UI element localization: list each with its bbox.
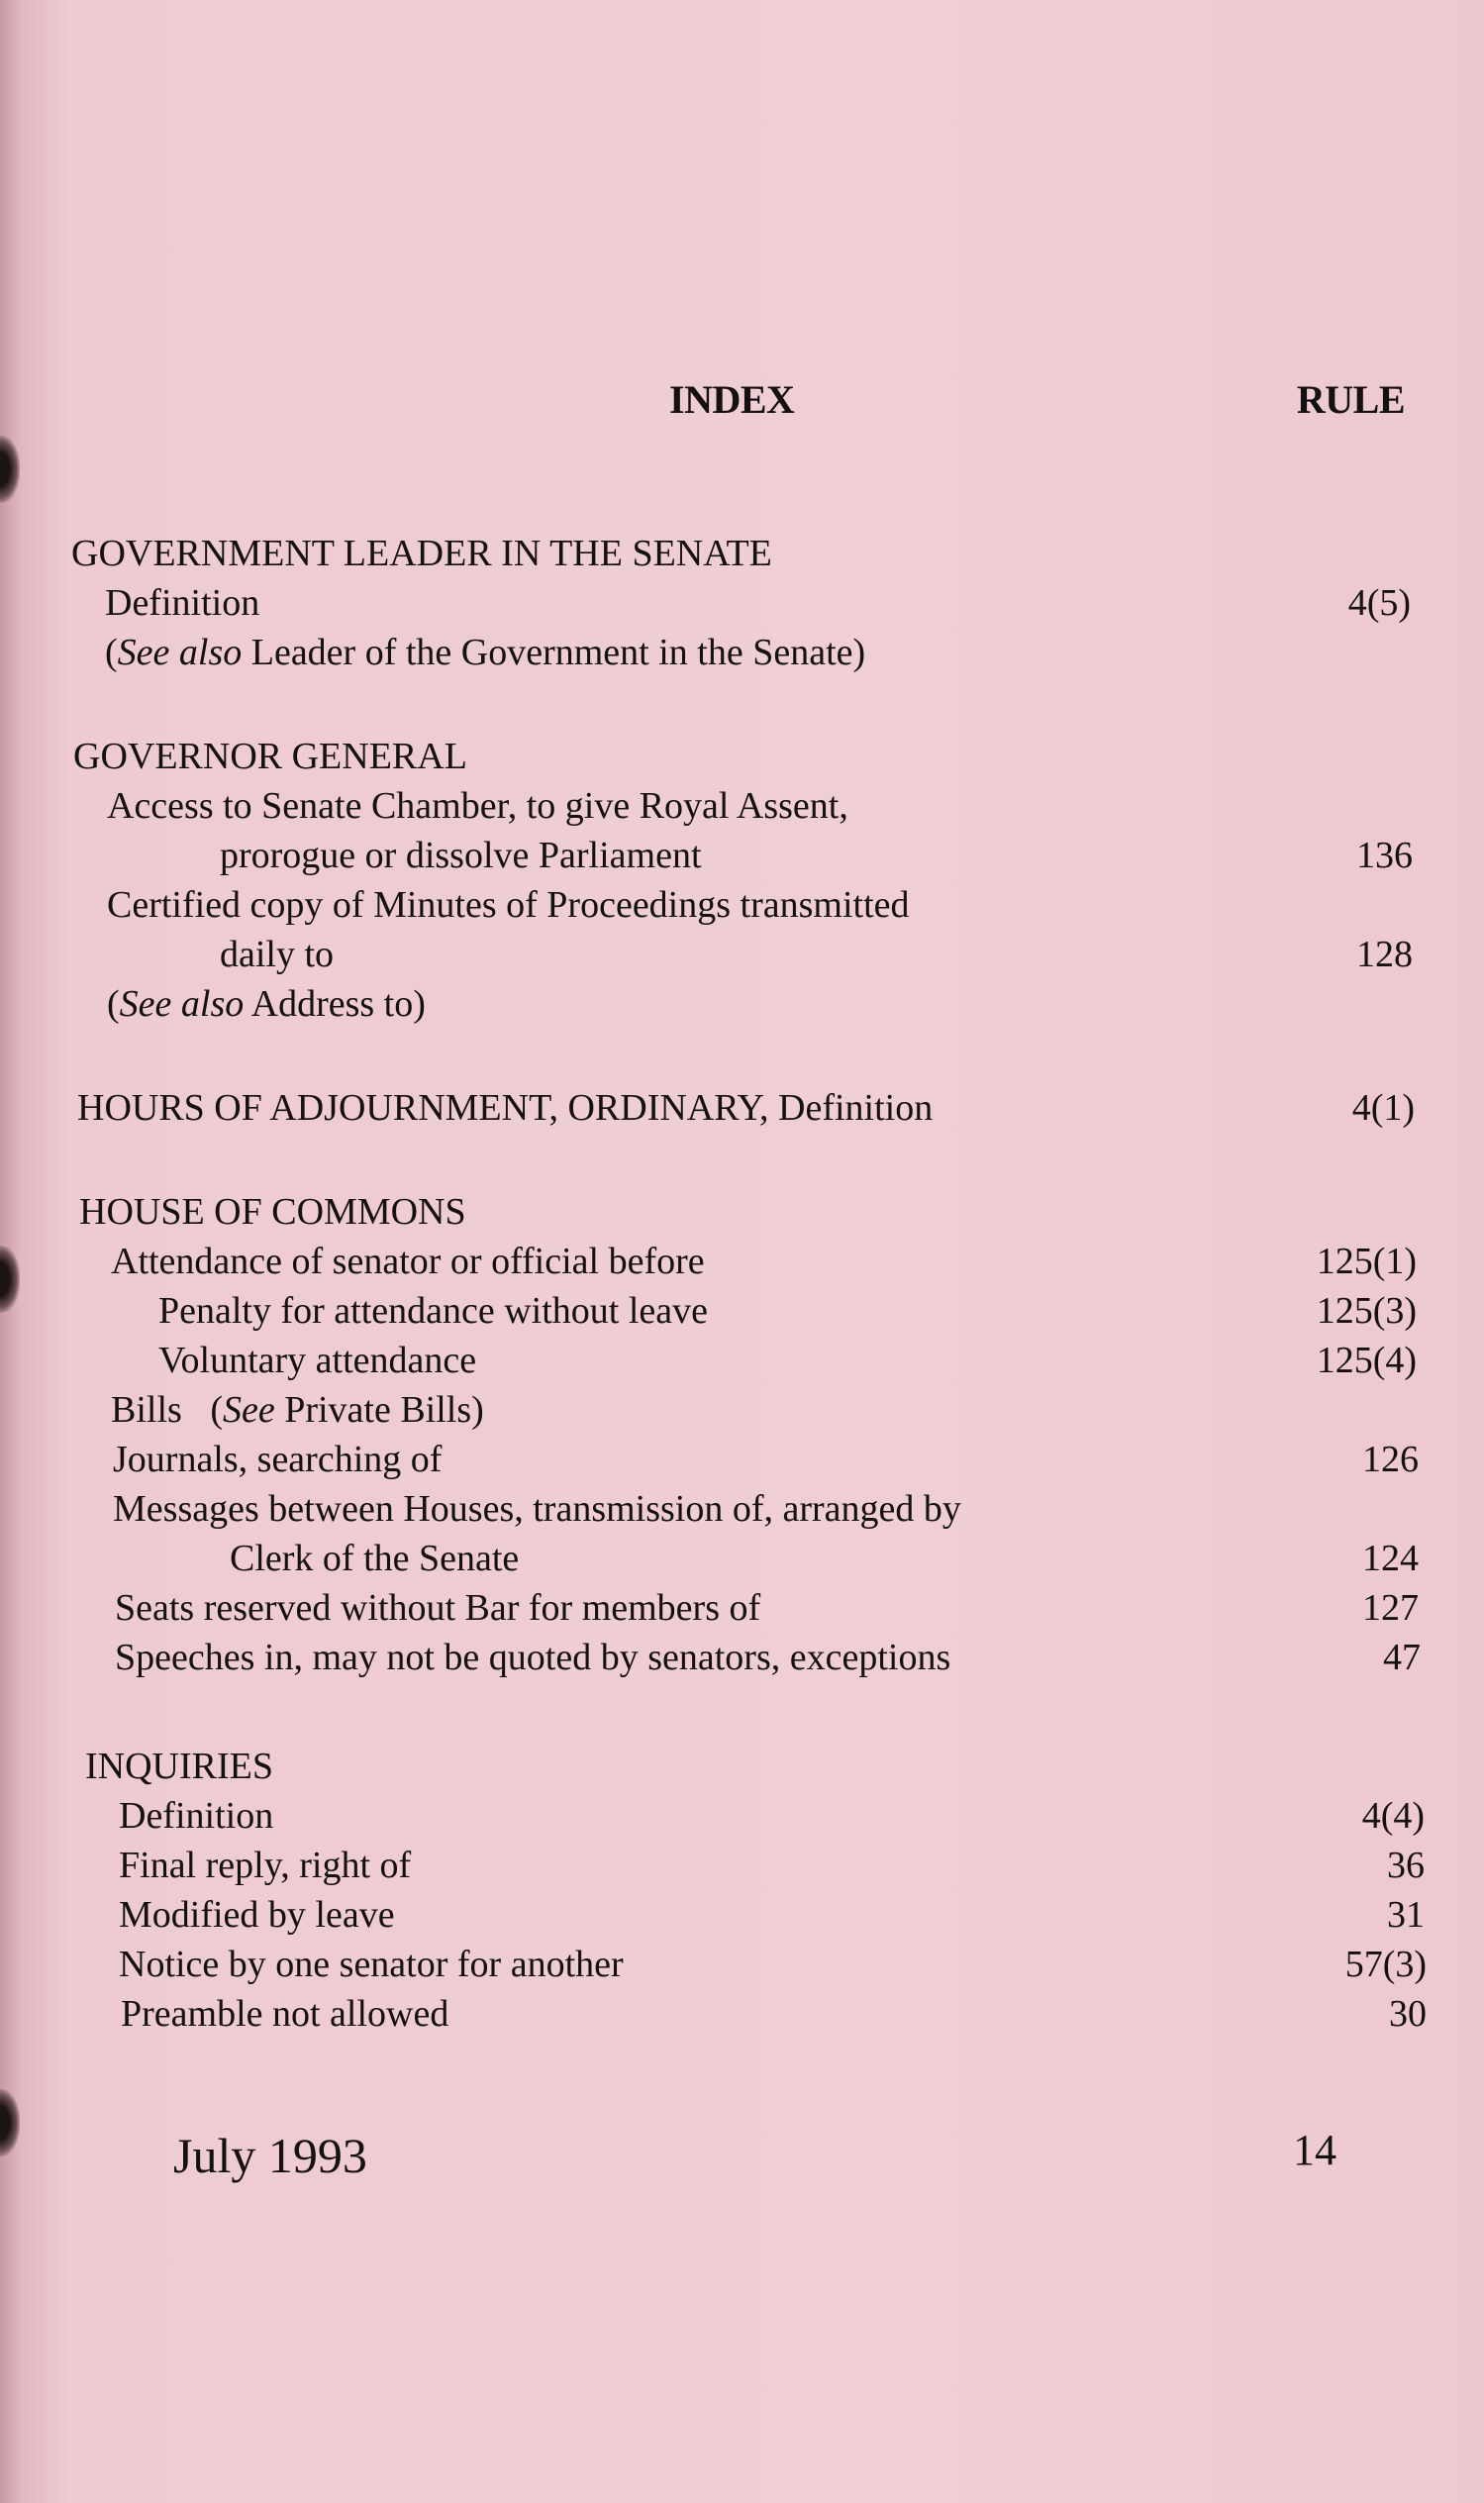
see-also-entry: (See also Leader of the Government in the Senate) xyxy=(105,632,866,673)
see-also-entry: (See also Address to) xyxy=(107,983,426,1025)
rule-ref: 31 xyxy=(1387,1894,1425,1936)
binding-hole xyxy=(0,1246,20,1313)
see-also-target: Address to) xyxy=(244,983,426,1025)
entry-continuation: prorogue or dissolve Parliament xyxy=(220,835,702,876)
binding-hole xyxy=(0,436,20,503)
entry-text: Notice by one senator for another xyxy=(119,1944,624,1985)
rule-ref: 125(3) xyxy=(1316,1290,1417,1332)
entry-text: Definition xyxy=(119,1795,274,1837)
see-label: See xyxy=(222,1389,275,1431)
rule-ref: 125(4) xyxy=(1316,1340,1417,1381)
rule-ref: 125(1) xyxy=(1316,1241,1417,1282)
section-heading: GOVERNMENT LEADER IN THE SENATE xyxy=(71,533,772,574)
entry-text: Speeches in, may not be quoted by senators, exceptions xyxy=(115,1637,951,1678)
entry-text: Messages between Houses, transmission of, arranged by xyxy=(113,1488,961,1530)
entry-text: Seats reserved without Bar for members of xyxy=(115,1587,761,1629)
see-target: Private Bills) xyxy=(274,1389,484,1431)
section-heading: INQUIRIES xyxy=(85,1746,273,1787)
rule-ref: 36 xyxy=(1387,1845,1425,1886)
entry-text: Voluntary attendance xyxy=(158,1340,477,1381)
index-title: INDEX xyxy=(669,377,795,422)
rule-column-label: RULE xyxy=(1296,377,1405,422)
rule-ref: 128 xyxy=(1356,934,1413,975)
entry-text: Modified by leave xyxy=(119,1894,395,1936)
section-heading: HOUSE OF COMMONS xyxy=(79,1191,466,1233)
rule-ref: 4(1) xyxy=(1351,1087,1415,1129)
rule-ref: 4(5) xyxy=(1347,582,1411,624)
section-heading: HOURS OF ADJOURNMENT, ORDINARY, Definition xyxy=(77,1087,934,1129)
entry-text: Final reply, right of xyxy=(119,1845,412,1886)
rule-ref: 127 xyxy=(1362,1587,1419,1629)
rule-ref: 47 xyxy=(1383,1637,1421,1678)
entry-text: Access to Senate Chamber, to give Royal Assent, xyxy=(107,785,848,827)
page-number: 14 xyxy=(1293,2126,1336,2174)
entry-continuation: daily to xyxy=(220,934,335,975)
index-header xyxy=(0,376,1484,436)
rule-ref: 126 xyxy=(1362,1439,1419,1480)
rule-ref: 30 xyxy=(1389,1993,1427,2035)
rule-ref: 136 xyxy=(1356,835,1413,876)
see-entry: Bills (See Private Bills) xyxy=(111,1389,484,1431)
footer-date: July 1993 xyxy=(173,2128,367,2183)
see-also-label: See also xyxy=(119,983,245,1025)
binding-hole xyxy=(0,2089,20,2156)
section-heading: GOVERNOR GENERAL xyxy=(73,736,467,777)
entry-text: Attendance of senator or official before xyxy=(111,1241,705,1282)
entry-continuation: Clerk of the Senate xyxy=(230,1538,520,1579)
rule-ref: 57(3) xyxy=(1344,1944,1427,1985)
rule-ref: 124 xyxy=(1362,1538,1419,1579)
entry-text: Journals, searching of xyxy=(113,1439,443,1480)
rule-ref: 4(4) xyxy=(1361,1795,1425,1837)
entry-text: Penalty for attendance without leave xyxy=(158,1290,709,1332)
entry-text: Certified copy of Minutes of Proceedings transmitted xyxy=(107,884,910,926)
entry-text: Definition xyxy=(105,582,260,624)
see-also-label: See also xyxy=(117,632,243,673)
entry-text: Preamble not allowed xyxy=(121,1993,449,2035)
entry-text: Bills xyxy=(111,1389,182,1431)
see-also-target: Leader of the Government in the Senate) xyxy=(242,632,866,673)
